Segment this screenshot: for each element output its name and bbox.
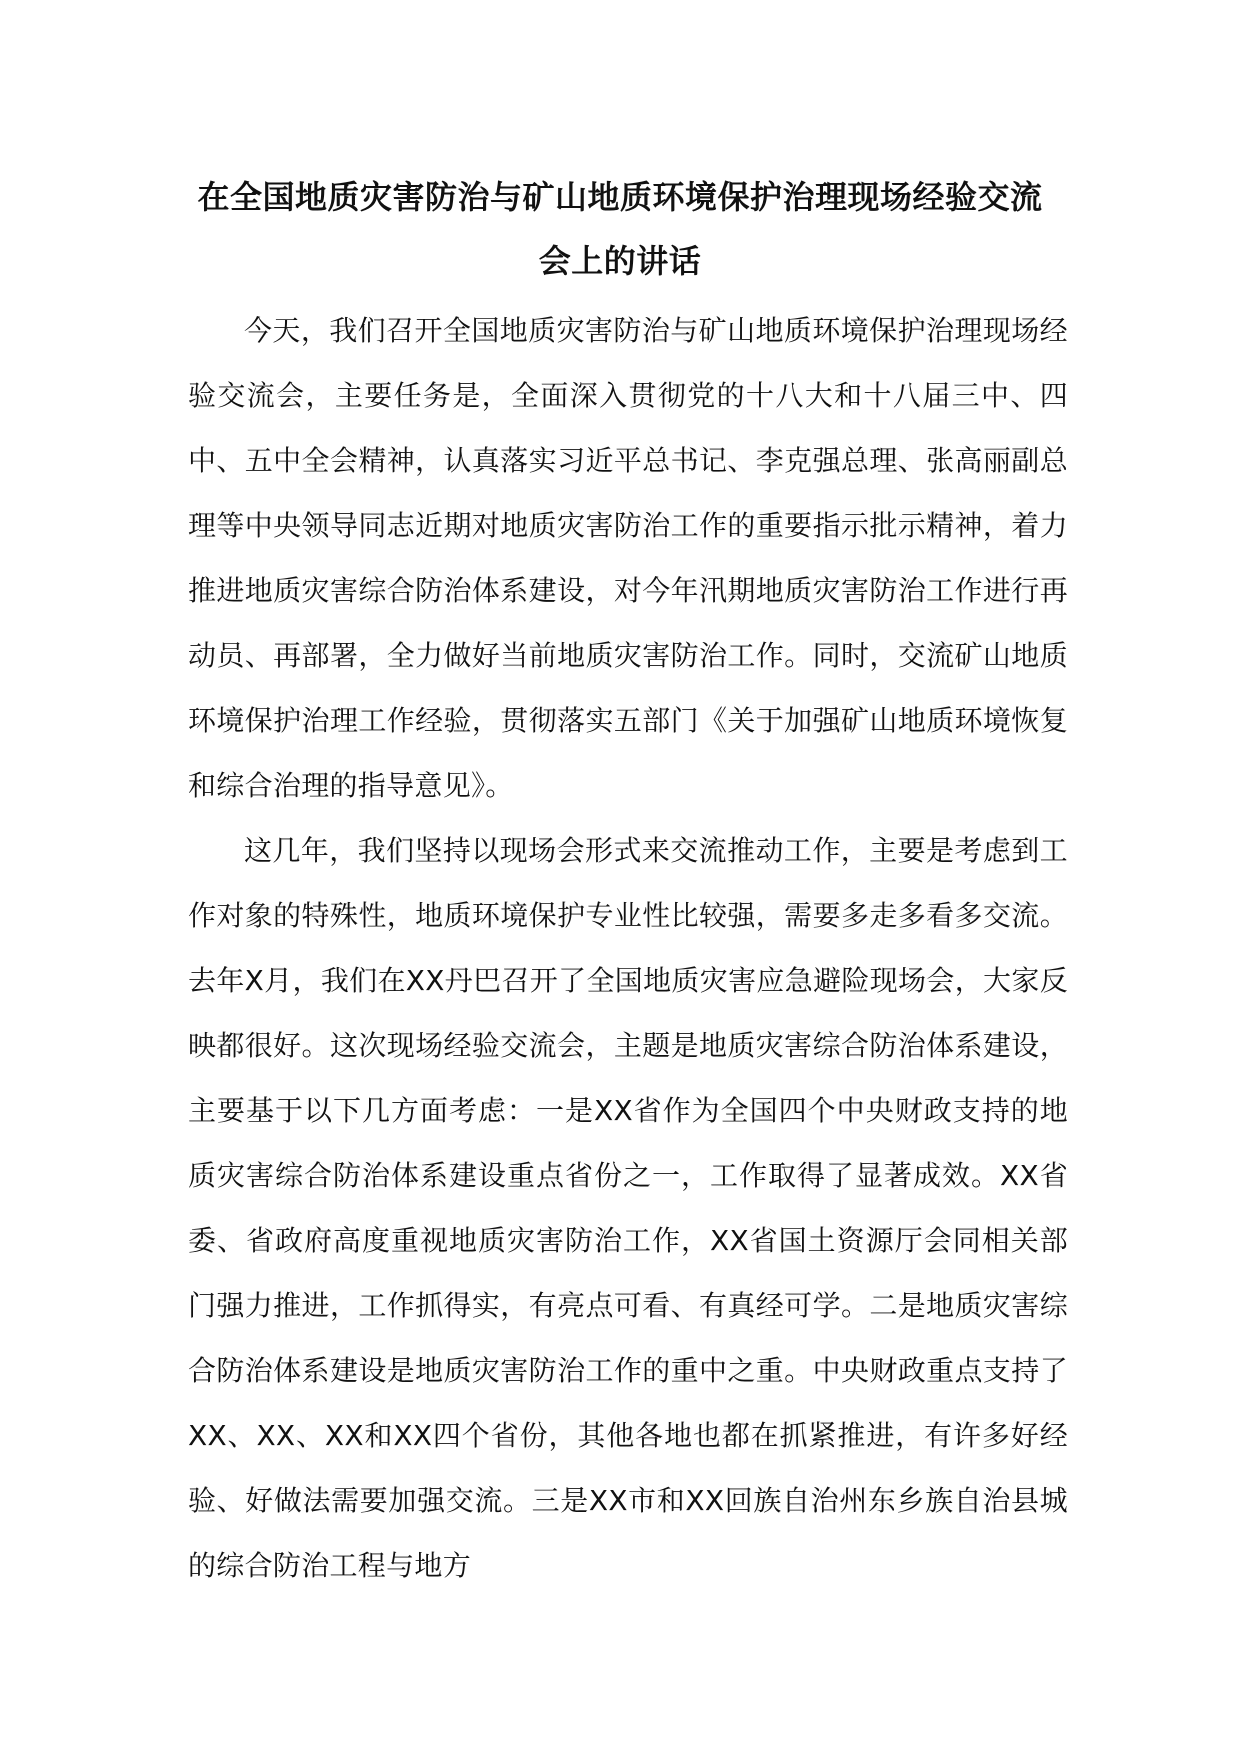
paragraph-2: 这几年，我们坚持以现场会形式来交流推动工作，主要是考虑到工作对象的特殊性，地质环境保护专业性比较强，需要多走多看多交流。去年X月，我们在XX丹巴召开了全国地质灾害应急避险现场会，大家反映都很好。这次现场经验交流会，主题是地质灾害综合防治体系建设，主要基于以下几方面考虑：一是XX省作为全国四个中央财政支持的地质灾害综合防治体系建设重点省份之一，工作取得了显著成效。XX省委、省政府高度重视地质灾害防治工作，XX省国土资源厅会同相关部门强力推进，工作抓得实，有亮点可看、有真经可学。二是地质灾害综合防治体系建设是地质灾害防治工作的重中之重。中央财政重点支持了XX、XX、XX和XX四个省份，其他各地也都在抓紧推进，有许多好经验、好做法需要加强交流。三是XX市和XX回族自治州东乡族自治县城的综合防治工程与地方 <box>188 834 1068 1582</box>
document-title: 在全国地质灾害防治与矿山地质环境保护治理现场经验交流会上的讲话 <box>197 178 1043 280</box>
document-body <box>188 298 1068 1598</box>
paragraph-1: 今天，我们召开全国地质灾害防治与矿山地质环境保护治理现场经验交流会，主要任务是，全面深入贯彻党的十八大和十八届三中、四中、五中全会精神，认真落实习近平总书记、李克强总理、张高丽副总理等中央领导同志近期对地质灾害防治工作的重要指示批示精神，着力推进地质灾害综合防治体系建设，对今年汛期地质灾害防治工作进行再动员、再部署，全力做好当前地质灾害防治工作。同时，交流矿山地质环境保护治理工作经验，贯彻落实五部门《关于加强矿山地质环境恢复和综合治理的指导意见》。 <box>188 314 1068 802</box>
